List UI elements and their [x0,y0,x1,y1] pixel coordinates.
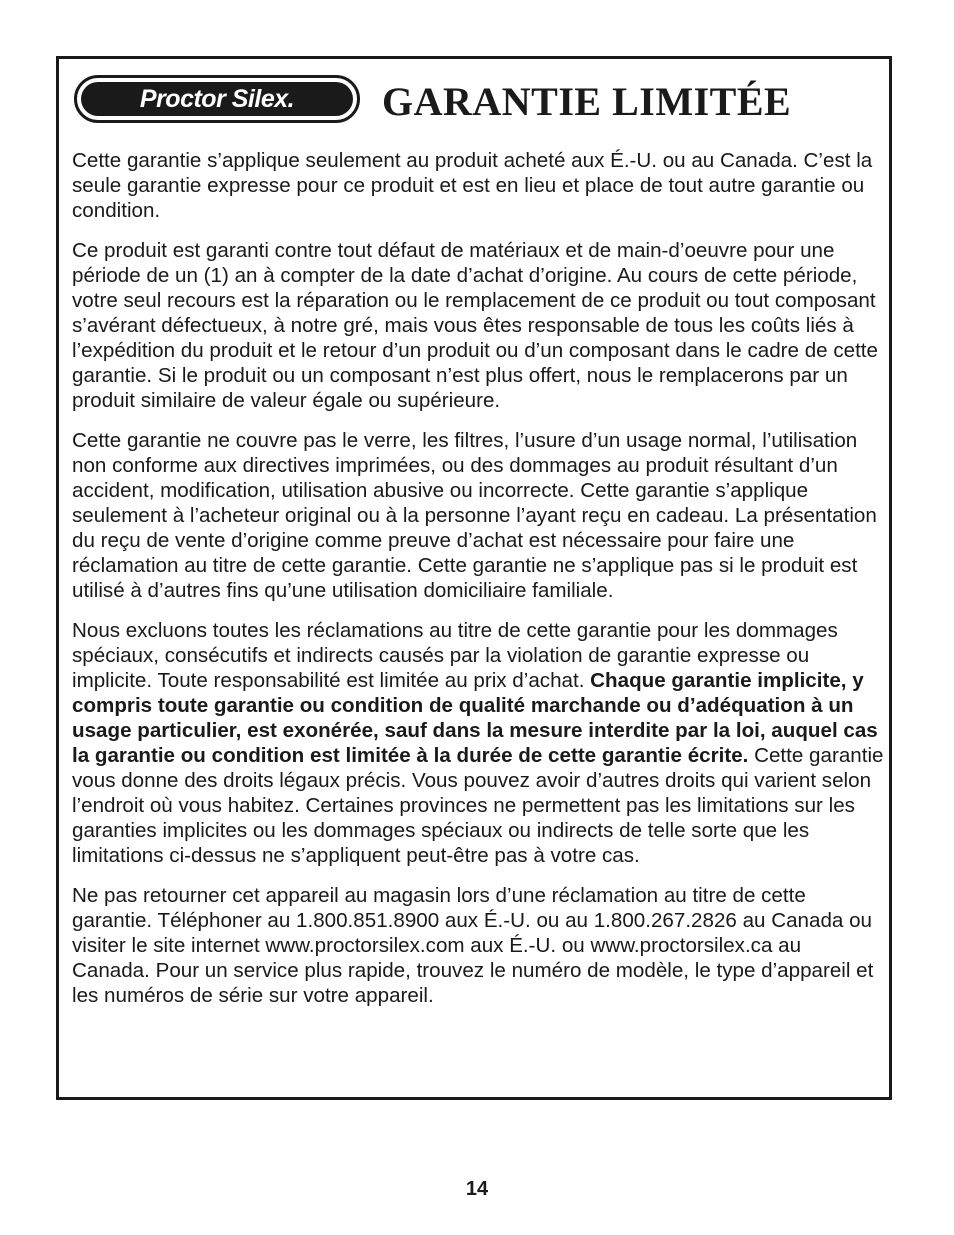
paragraph-exclusions: Cette garantie ne couvre pas le verre, les filtres, l’usure d’un usage normal, l’utilisation non conforme aux directives imprimées, ou des dommages au produit résultant d’un accident, modification, utilisation abusive ou incorrecte. Cette garantie s’applique seulement à l’acheteur original ou à la personne l’ayant reçu en cadeau. La présentation du reçu de vente d’origine comme preuve d’achat est nécessaire pour faire une réclamation au titre de cette garantie. Cette garantie ne s’applique pas si le produit est utilisé à d’autres fins qu’une utilisation domiciliaire familiale. [72,429,877,602]
liability-bold-clause: Chaque garantie implicite, y compris toute garantie ou condition de qualité marchande ou d’adéquation à un usage particulier, est exonérée, sauf dans la mesure interdite par la loi, auquel cas la garantie ou condition est limitée à la durée de cette garantie écrite. [72,669,878,767]
page-title: GARANTIE LIMITÉE [382,79,792,124]
paragraph-coverage: Ce produit est garanti contre tout défaut de matériaux et de main-d’oeuvre pour une période de un (1) an à compter de la date d’achat d’origine. Au cours de cette période, votre seul recours est la réparation ou le remplacement de ce produit ou tout composant s’avérant défectueux, à notre gré, mais vous êtes responsable de tous les coûts liés à l’expédition du produit et le retour d’un produit ou d’un composant dans le cadre de cette garantie. Si le produit ou un composant n’est plus offert, nous le remplacerons par un produit similaire de valeur égale ou supérieure. [72,239,878,412]
proctor-silex-logo [74,75,360,123]
liability-rights: Cette garantie vous donne des droits légaux précis. Vous pouvez avoir d’autres droits qui varient selon l’endroit où vous habitez. Certaines provinces ne permettent pas les limitations sur les garanties implicites ou les dommages spéciaux ou indirects de telle sorte que les limitations ci-dessus ne s’appliquent peut-être pas à votre cas. [72,744,884,867]
logo-wordmark: Proctor Silex. [139,85,295,113]
warranty-body [72,148,884,1023]
liability-intro: Nous excluons toutes les réclamations au titre de cette garantie pour les dommages spéciaux, consécutifs et indirects causés par la violation de garantie expresse ou implicite. Toute responsabilité est limitée au prix d’achat. [72,619,838,692]
paragraph-scope: Cette garantie s’applique seulement au produit acheté aux É.-U. ou au Canada. C’est la seule garantie expresse pour ce produit et est en lieu et place de tout autre garantie ou condition. [72,149,873,222]
paragraph-service: Ne pas retourner cet appareil au magasin lors d’une réclamation au titre de cette garantie. Téléphoner au 1.800.851.8900 aux É.-U. ou au 1.800.267.2826 au Canada ou visiter le site internet www.proctorsilex.com aux É.-U. ou www.proctorsilex.ca au Canada. Pour un service plus rapide, trouvez le numéro de modèle, le type d’appareil et les numéros de série sur votre appareil. [72,884,874,1007]
paragraph-liability [72,618,884,868]
warranty-box [56,56,892,1100]
warranty-header [74,74,791,124]
page-number: 14 [465,1178,489,1200]
